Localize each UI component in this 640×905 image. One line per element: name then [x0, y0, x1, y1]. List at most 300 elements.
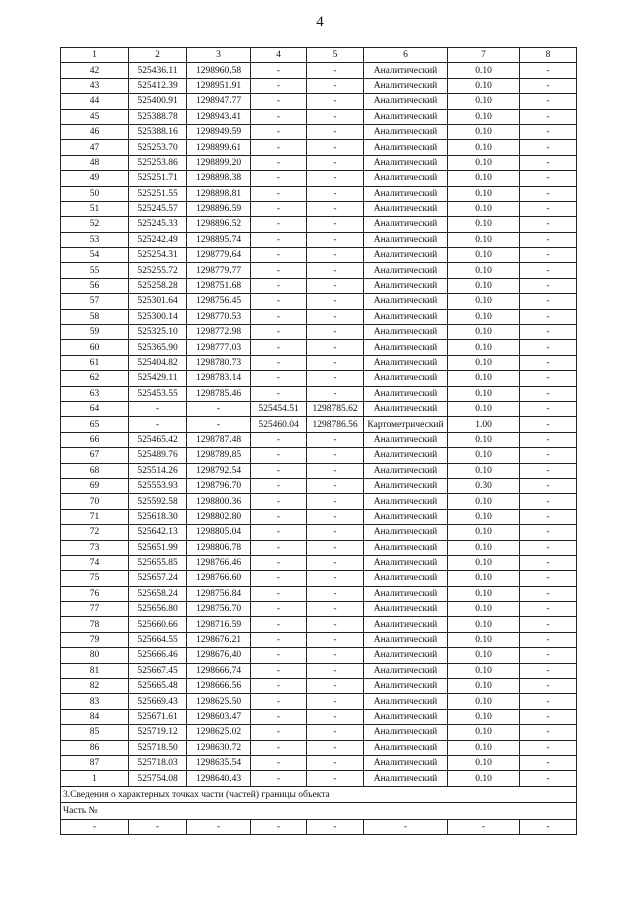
table-cell: 80 — [61, 648, 129, 663]
table-cell: Аналитический — [364, 155, 448, 170]
table-cell: - — [307, 278, 364, 293]
table-cell: - — [251, 525, 307, 540]
table-cell: 525388.16 — [129, 124, 187, 139]
table-cell: 54 — [61, 248, 129, 263]
table-cell: 79 — [61, 632, 129, 647]
table-cell: Аналитический — [364, 709, 448, 724]
table-cell: Аналитический — [364, 586, 448, 601]
table-body — [61, 48, 577, 787]
table-row — [61, 171, 577, 186]
table-cell: 525664.55 — [129, 632, 187, 647]
section-part — [61, 786, 577, 834]
table-row — [61, 278, 577, 293]
table-cell: 0.10 — [448, 740, 520, 755]
table-cell: 50 — [61, 186, 129, 201]
table-cell: 0.10 — [448, 109, 520, 124]
table-cell: Аналитический — [364, 201, 448, 216]
table-cell: 0.10 — [448, 617, 520, 632]
table-cell: Аналитический — [364, 78, 448, 93]
table-cell: 58 — [61, 309, 129, 324]
table-cell: 1298789.85 — [187, 448, 251, 463]
table-cell: - — [307, 448, 364, 463]
table-cell: - — [520, 232, 577, 247]
table-cell: - — [251, 432, 307, 447]
table-cell: - — [448, 819, 520, 834]
table-cell: 0.10 — [448, 78, 520, 93]
table-cell: Аналитический — [364, 109, 448, 124]
table-cell: 525514.26 — [129, 463, 187, 478]
table-cell: - — [520, 124, 577, 139]
table-cell: Аналитический — [364, 294, 448, 309]
table-cell: 0.10 — [448, 155, 520, 170]
table-cell: - — [251, 309, 307, 324]
coordinates-table — [60, 47, 577, 835]
table-cell: 525301.64 — [129, 294, 187, 309]
table-cell: Аналитический — [364, 478, 448, 493]
table-row — [61, 386, 577, 401]
table-cell: Аналитический — [364, 540, 448, 555]
table-cell: - — [251, 725, 307, 740]
table-cell: - — [251, 819, 307, 834]
table-cell: Аналитический — [364, 401, 448, 416]
table-cell: 0.10 — [448, 494, 520, 509]
table-cell: 1298770.53 — [187, 309, 251, 324]
table-cell: - — [307, 740, 364, 755]
table-cell: - — [520, 602, 577, 617]
column-header: 1 — [61, 48, 129, 63]
table-cell: - — [520, 217, 577, 232]
table-cell: 1298896.59 — [187, 201, 251, 216]
table-cell: 525388.78 — [129, 109, 187, 124]
table-cell: 68 — [61, 463, 129, 478]
table-cell: 43 — [61, 78, 129, 93]
table-cell: 525429.11 — [129, 371, 187, 386]
table-cell: 73 — [61, 540, 129, 555]
table-cell: 525255.72 — [129, 263, 187, 278]
table-cell: - — [129, 819, 187, 834]
table-cell: - — [307, 263, 364, 278]
table-cell: Аналитический — [364, 755, 448, 770]
table-cell: - — [251, 294, 307, 309]
table-cell: Аналитический — [364, 555, 448, 570]
table-cell: - — [307, 725, 364, 740]
table-cell: 525718.03 — [129, 755, 187, 770]
table-cell: Аналитический — [364, 525, 448, 540]
table-cell: 1298783.14 — [187, 371, 251, 386]
table-cell: - — [307, 309, 364, 324]
table-cell: - — [520, 648, 577, 663]
table-cell: - — [251, 371, 307, 386]
table-cell: - — [520, 586, 577, 601]
table-cell: 0.10 — [448, 248, 520, 263]
table-cell: - — [251, 94, 307, 109]
table-cell: 83 — [61, 694, 129, 709]
table-cell: - — [251, 140, 307, 155]
table-cell: - — [307, 171, 364, 186]
table-cell: 1.00 — [448, 417, 520, 432]
table-cell: 1298806.78 — [187, 540, 251, 555]
table-cell: Картометрический — [364, 417, 448, 432]
table-cell: - — [251, 78, 307, 93]
table-cell: 1298716.59 — [187, 617, 251, 632]
table-cell: 1298766.46 — [187, 555, 251, 570]
table-cell: - — [251, 263, 307, 278]
table-cell: 45 — [61, 109, 129, 124]
table-cell: Аналитический — [364, 309, 448, 324]
table-cell: Аналитический — [364, 124, 448, 139]
table-cell: 0.10 — [448, 232, 520, 247]
table-cell: 1298772.98 — [187, 325, 251, 340]
part-values-row — [61, 819, 577, 834]
table-cell: 0.10 — [448, 679, 520, 694]
table-cell: - — [520, 340, 577, 355]
table-cell: 525300.14 — [129, 309, 187, 324]
table-cell: Аналитический — [364, 463, 448, 478]
table-cell: 1298625.02 — [187, 725, 251, 740]
table-row — [61, 740, 577, 755]
table-cell: - — [251, 694, 307, 709]
table-cell: - — [520, 94, 577, 109]
table-cell: - — [307, 755, 364, 770]
table-cell: - — [251, 679, 307, 694]
table-cell: - — [520, 617, 577, 632]
table-row — [61, 63, 577, 78]
table-cell: - — [520, 278, 577, 293]
table-cell: - — [251, 509, 307, 524]
table-cell: - — [129, 401, 187, 416]
table-cell: - — [307, 294, 364, 309]
table-cell: - — [307, 494, 364, 509]
table-cell: 87 — [61, 755, 129, 770]
table-cell: - — [307, 709, 364, 724]
table-cell: 86 — [61, 740, 129, 755]
table-cell: - — [520, 725, 577, 740]
table-cell: - — [520, 155, 577, 170]
table-cell: 65 — [61, 417, 129, 432]
table-cell: 70 — [61, 494, 129, 509]
table-cell: Аналитический — [364, 771, 448, 786]
table-cell: - — [307, 232, 364, 247]
table-cell: - — [520, 109, 577, 124]
table-cell: Аналитический — [364, 140, 448, 155]
table-cell: - — [520, 694, 577, 709]
table-cell: 1298676.21 — [187, 632, 251, 647]
table-cell: - — [307, 248, 364, 263]
table-cell: - — [307, 140, 364, 155]
table-cell: 1298625.50 — [187, 694, 251, 709]
table-row — [61, 94, 577, 109]
table-cell: - — [187, 417, 251, 432]
table-row — [61, 709, 577, 724]
table-cell: Аналитический — [364, 432, 448, 447]
table-cell: 62 — [61, 371, 129, 386]
table-cell: 525251.55 — [129, 186, 187, 201]
table-cell: 525325.10 — [129, 325, 187, 340]
table-cell: Аналитический — [364, 509, 448, 524]
table-cell: - — [520, 401, 577, 416]
table-cell: 525666.46 — [129, 648, 187, 663]
table-cell: 525657.24 — [129, 571, 187, 586]
table-cell: - — [520, 294, 577, 309]
section-title: 3.Сведения о характерных точках части (частей) границы объекта — [61, 786, 577, 803]
table-cell: - — [129, 417, 187, 432]
table-cell: 75 — [61, 571, 129, 586]
page-number: 4 — [316, 14, 324, 30]
table-cell: 67 — [61, 448, 129, 463]
table-cell: - — [520, 463, 577, 478]
table-cell: - — [307, 540, 364, 555]
table-cell: - — [307, 109, 364, 124]
table-cell: - — [307, 663, 364, 678]
table-cell: 525656.80 — [129, 602, 187, 617]
table-cell: 1298792.54 — [187, 463, 251, 478]
table-cell: - — [251, 771, 307, 786]
table-cell: 81 — [61, 663, 129, 678]
table-cell: 72 — [61, 525, 129, 540]
table-cell: 0.10 — [448, 571, 520, 586]
table-cell: 0.10 — [448, 294, 520, 309]
table-cell: - — [307, 509, 364, 524]
column-header: 5 — [307, 48, 364, 63]
table-cell: 525242.49 — [129, 232, 187, 247]
table-cell: - — [520, 509, 577, 524]
table-cell: 525719.12 — [129, 725, 187, 740]
table-cell: - — [251, 63, 307, 78]
table-cell: 1298751.68 — [187, 278, 251, 293]
table-cell: 1298895.74 — [187, 232, 251, 247]
table-cell: Аналитический — [364, 448, 448, 463]
table-cell: 1298756.84 — [187, 586, 251, 601]
table-cell: 0.10 — [448, 186, 520, 201]
table-cell: 1298779.77 — [187, 263, 251, 278]
table-row — [61, 509, 577, 524]
table-cell: 1298943.41 — [187, 109, 251, 124]
table-row — [61, 340, 577, 355]
table-row — [61, 555, 577, 570]
table-cell: 48 — [61, 155, 129, 170]
table-cell: Аналитический — [364, 325, 448, 340]
table-cell: - — [307, 63, 364, 78]
table-cell: - — [520, 555, 577, 570]
table-cell: - — [251, 632, 307, 647]
table-cell: Аналитический — [364, 648, 448, 663]
table-cell: - — [307, 186, 364, 201]
table-cell: - — [520, 632, 577, 647]
table-cell: - — [520, 819, 577, 834]
part-label: Часть № — [61, 803, 577, 820]
column-header: 3 — [187, 48, 251, 63]
table-cell: - — [251, 278, 307, 293]
table-cell: 0.10 — [448, 325, 520, 340]
table-cell: 59 — [61, 325, 129, 340]
table-cell: - — [307, 217, 364, 232]
table-cell: 0.10 — [448, 217, 520, 232]
table-cell: - — [251, 325, 307, 340]
table-cell: 1298777.03 — [187, 340, 251, 355]
table-row — [61, 694, 577, 709]
table-row — [61, 432, 577, 447]
table-cell: - — [520, 525, 577, 540]
table-cell: 66 — [61, 432, 129, 447]
table-row — [61, 371, 577, 386]
table-row — [61, 679, 577, 694]
table-cell: Аналитический — [364, 63, 448, 78]
table-cell: - — [251, 617, 307, 632]
table-cell: 85 — [61, 725, 129, 740]
table-cell: Аналитический — [364, 248, 448, 263]
table-row — [61, 494, 577, 509]
table-cell: 0.10 — [448, 632, 520, 647]
table-cell: 0.10 — [448, 463, 520, 478]
table-row — [61, 448, 577, 463]
table-cell: 0.10 — [448, 540, 520, 555]
table-cell: - — [520, 771, 577, 786]
table-header-row — [61, 48, 577, 63]
table-cell: 84 — [61, 709, 129, 724]
table-cell: - — [520, 448, 577, 463]
table-cell: 1298787.48 — [187, 432, 251, 447]
table-cell: 525245.33 — [129, 217, 187, 232]
table-cell: - — [520, 140, 577, 155]
table-cell: 1298640.43 — [187, 771, 251, 786]
table-cell: - — [251, 755, 307, 770]
table-cell: 1298635.54 — [187, 755, 251, 770]
table-cell: 63 — [61, 386, 129, 401]
table-cell: - — [520, 63, 577, 78]
table-cell: 525460.04 — [251, 417, 307, 432]
table-cell: - — [520, 201, 577, 216]
table-cell: Аналитический — [364, 171, 448, 186]
table-cell: 525642.13 — [129, 525, 187, 540]
table-row — [61, 78, 577, 93]
table-row — [61, 725, 577, 740]
table-cell: 0.10 — [448, 663, 520, 678]
table-cell: - — [307, 819, 364, 834]
table-cell: - — [307, 355, 364, 370]
table-cell: - — [520, 78, 577, 93]
table-cell: - — [520, 432, 577, 447]
table-cell: - — [520, 325, 577, 340]
table-row — [61, 294, 577, 309]
table-cell: 0.10 — [448, 63, 520, 78]
table-cell: 525667.45 — [129, 663, 187, 678]
table-cell: - — [520, 740, 577, 755]
table-cell: 1298898.81 — [187, 186, 251, 201]
table-cell: 1298898.38 — [187, 171, 251, 186]
table-cell: - — [520, 663, 577, 678]
table-cell: 1 — [61, 771, 129, 786]
table-cell: 77 — [61, 602, 129, 617]
table-row — [61, 186, 577, 201]
table-cell: Аналитический — [364, 217, 448, 232]
table-cell: 525453.55 — [129, 386, 187, 401]
table-row — [61, 648, 577, 663]
table-cell: 1298947.77 — [187, 94, 251, 109]
table-cell: 1298766.60 — [187, 571, 251, 586]
table-row — [61, 217, 577, 232]
table-cell: - — [251, 602, 307, 617]
table-cell: - — [307, 78, 364, 93]
table-cell: - — [520, 417, 577, 432]
table-cell: Аналитический — [364, 278, 448, 293]
table-cell: Аналитический — [364, 602, 448, 617]
table-cell: - — [307, 432, 364, 447]
table-cell: - — [251, 540, 307, 555]
table-cell: 525245.57 — [129, 201, 187, 216]
table-cell: - — [251, 232, 307, 247]
table-cell: 1298756.45 — [187, 294, 251, 309]
table-cell: 525253.86 — [129, 155, 187, 170]
table-cell: 0.10 — [448, 278, 520, 293]
table-cell: 1298779.64 — [187, 248, 251, 263]
table-row — [61, 586, 577, 601]
table-cell: 1298805.04 — [187, 525, 251, 540]
table-cell: - — [251, 740, 307, 755]
table-cell: - — [251, 386, 307, 401]
table-cell: Аналитический — [364, 94, 448, 109]
table-cell: 1298785.46 — [187, 386, 251, 401]
table-cell: 44 — [61, 94, 129, 109]
table-cell: 0.10 — [448, 432, 520, 447]
table-cell: - — [307, 617, 364, 632]
table-cell: Аналитический — [364, 663, 448, 678]
table-cell: 525400.91 — [129, 94, 187, 109]
table-cell: - — [251, 201, 307, 216]
table-cell: - — [307, 602, 364, 617]
table-cell: - — [520, 355, 577, 370]
table-cell: 525258.28 — [129, 278, 187, 293]
table-row — [61, 201, 577, 216]
table-cell: 525660.66 — [129, 617, 187, 632]
table-cell: - — [520, 709, 577, 724]
table-cell: - — [364, 819, 448, 834]
table-row — [61, 417, 577, 432]
table-cell: - — [520, 540, 577, 555]
table-cell: 64 — [61, 401, 129, 416]
table-row — [61, 602, 577, 617]
table-cell: - — [251, 448, 307, 463]
table-cell: - — [61, 819, 129, 834]
table-cell: - — [520, 263, 577, 278]
table-cell: - — [520, 679, 577, 694]
table-cell: - — [251, 555, 307, 570]
table-cell: 525665.48 — [129, 679, 187, 694]
table-cell: - — [307, 371, 364, 386]
table-cell: - — [251, 648, 307, 663]
table-cell: - — [307, 525, 364, 540]
table-cell: 1298960.58 — [187, 63, 251, 78]
table-cell: - — [520, 171, 577, 186]
table-cell: 0.10 — [448, 124, 520, 139]
table-cell: Аналитический — [364, 263, 448, 278]
column-header: 6 — [364, 48, 448, 63]
table-cell: - — [251, 355, 307, 370]
table-row — [61, 525, 577, 540]
table-row — [61, 771, 577, 786]
table-cell: 53 — [61, 232, 129, 247]
table-cell: 0.10 — [448, 371, 520, 386]
table-cell: 0.10 — [448, 448, 520, 463]
table-cell: - — [251, 171, 307, 186]
table-cell: 525251.71 — [129, 171, 187, 186]
table-cell: 525254.31 — [129, 248, 187, 263]
table-cell: 1298666.56 — [187, 679, 251, 694]
table-row — [61, 109, 577, 124]
table-cell: - — [307, 340, 364, 355]
table-cell: 55 — [61, 263, 129, 278]
table-cell: 525669.43 — [129, 694, 187, 709]
table-cell: - — [251, 571, 307, 586]
